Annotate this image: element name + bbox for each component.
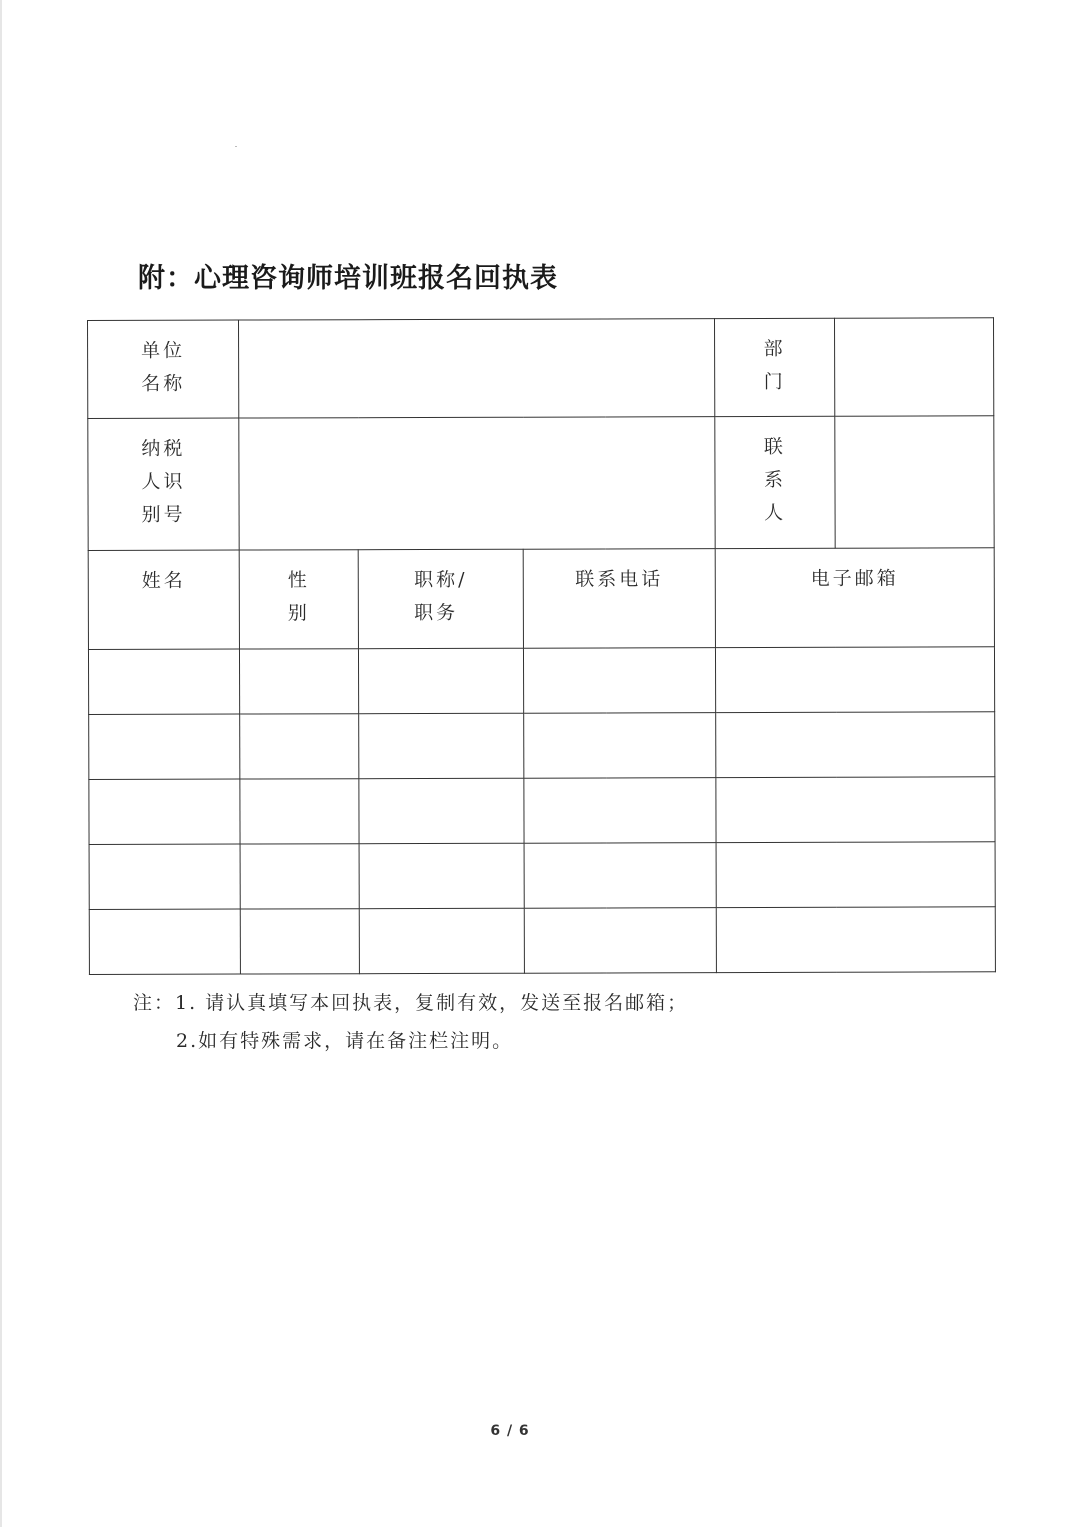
gender-cell[interactable] <box>240 714 359 779</box>
contact-person-label: 联 系 人 <box>763 435 787 524</box>
header-gender-label: 性 别 <box>287 569 310 625</box>
phone-cell[interactable] <box>524 778 716 844</box>
page-number: 6 / 6 <box>490 1423 530 1439</box>
row-headers <box>88 548 994 650</box>
table-row <box>88 647 994 715</box>
title-position-cell[interactable] <box>358 648 523 713</box>
gender-cell[interactable] <box>240 909 359 974</box>
registration-form-table <box>87 317 996 975</box>
name-cell[interactable] <box>89 714 240 779</box>
page-edge <box>0 0 2 1527</box>
title-position-cell[interactable] <box>359 778 524 843</box>
header-title-position <box>358 549 523 648</box>
note-line-1: 注：1. 请认真填写本回执表，复制有效，发送至报名邮箱； <box>133 992 689 1014</box>
unit-name-label: 单位 名称 <box>141 339 186 395</box>
row-tax <box>88 416 994 551</box>
gender-cell[interactable] <box>240 779 359 844</box>
header-phone-label: 联系电话 <box>575 568 664 591</box>
phone-cell[interactable] <box>524 843 716 909</box>
contact-person-label-cell <box>715 416 835 548</box>
phone-cell[interactable] <box>524 713 716 779</box>
header-phone <box>523 549 715 649</box>
scan-speck <box>235 146 237 147</box>
title-position-cell[interactable] <box>359 713 524 778</box>
gender-cell[interactable] <box>240 844 359 909</box>
name-cell[interactable] <box>89 844 240 909</box>
row-unit <box>88 318 994 419</box>
phone-cell[interactable] <box>523 648 715 714</box>
unit-name-field[interactable] <box>239 319 715 418</box>
note-line-2: 2.如有特殊需求，请在备注栏注明。 <box>176 1030 514 1052</box>
email-cell[interactable] <box>716 712 995 778</box>
name-cell[interactable] <box>89 909 240 974</box>
name-cell[interactable] <box>88 649 239 714</box>
header-email-label: 电子邮箱 <box>810 567 899 590</box>
email-cell[interactable] <box>716 907 995 973</box>
department-label-cell <box>714 318 834 416</box>
tax-id-label-cell <box>88 418 239 550</box>
department-field[interactable] <box>834 318 993 416</box>
header-email <box>715 548 994 648</box>
header-name-label: 姓名 <box>141 569 186 592</box>
contact-person-field[interactable] <box>835 416 994 548</box>
title-position-cell[interactable] <box>359 843 524 908</box>
email-cell[interactable] <box>715 647 994 713</box>
header-gender <box>239 550 358 649</box>
gender-cell[interactable] <box>239 649 358 714</box>
table-row <box>89 777 995 845</box>
name-cell[interactable] <box>89 779 240 844</box>
table-row <box>89 842 995 910</box>
header-title-position-label: 职称/ 职务 <box>414 568 468 625</box>
table-row <box>89 712 995 780</box>
title-position-cell[interactable] <box>359 908 524 973</box>
email-cell[interactable] <box>716 777 995 843</box>
unit-name-label-cell <box>88 320 239 418</box>
table-row <box>89 907 995 975</box>
header-name <box>88 550 239 649</box>
department-label: 部 门 <box>763 337 786 393</box>
tax-id-field[interactable] <box>239 417 715 550</box>
email-cell[interactable] <box>716 842 995 908</box>
phone-cell[interactable] <box>524 908 716 974</box>
form-notes <box>133 984 688 1060</box>
form-title: 附：心理咨询师培训班报名回执表 <box>138 263 558 294</box>
tax-id-label: 纳税 人识 别号 <box>141 437 186 526</box>
